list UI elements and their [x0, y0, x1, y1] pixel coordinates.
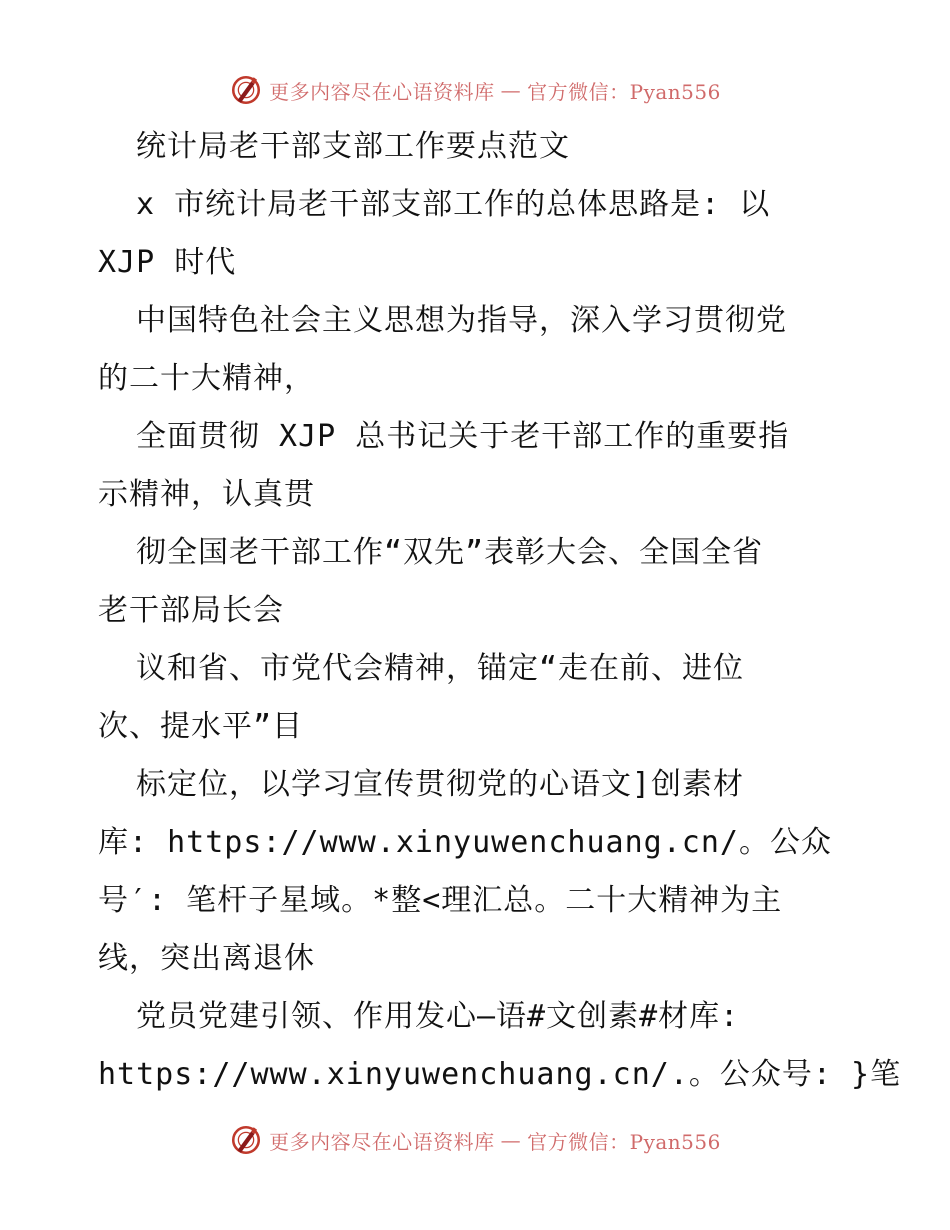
paragraph-line: 示精神，认真贯: [98, 477, 315, 512]
paragraph-line: 彻全国老干部工作“双先”表彰大会、全国全省: [136, 535, 764, 570]
paragraph-line: 次、提水平”目: [98, 709, 304, 744]
paragraph-line: 老干部局长会: [98, 593, 284, 628]
paragraph-line: 标定位，以学习宣传贯彻党的心语文]创素材: [136, 767, 745, 802]
banner-wechat-text: 官方微信：Pyan556: [527, 79, 721, 104]
banner-main-text: 更多内容尽在心语资料库: [269, 79, 495, 104]
paragraph-line: 议和省、市党代会精神，锚定“走在前、进位: [136, 651, 745, 686]
paragraph-line: 库: https://www.xinyuwenchuang.cn/。公众: [98, 825, 832, 860]
banner-dash: —: [500, 78, 522, 102]
paragraph-line: x 市统计局老干部支部工作的总体思路是: 以: [136, 187, 771, 222]
header-banner: [0, 70, 950, 110]
paragraph-line: 的二十大精神，: [98, 361, 315, 396]
paragraph-line: 中国特色社会主义思想为指导，深入学习贯彻党: [136, 303, 787, 338]
paragraph-line: 党员党建引领、作用发心—语#文创素#材库:: [136, 999, 740, 1034]
paragraph-line: 全面贯彻 XJP 总书记关于老干部工作的重要指: [136, 419, 790, 454]
paragraph-line: 线，突出离退休: [98, 941, 315, 976]
banner-main-text: 更多内容尽在心语资料库: [269, 1129, 495, 1154]
paragraph-line: XJP 时代: [98, 245, 237, 280]
pen-logo-icon: [229, 73, 263, 107]
paragraph-line: 号′: 笔杆子星域。*整<理汇总。二十大精神为主: [98, 883, 783, 918]
footer-banner: [0, 1120, 950, 1160]
banner-dash: —: [500, 1128, 522, 1152]
pen-logo-icon: [229, 1123, 263, 1157]
document-body: [98, 118, 902, 1104]
paragraph-line: https://www.xinyuwenchuang.cn/.。公众号: }笔: [98, 1057, 902, 1092]
banner-wechat-text: 官方微信：Pyan556: [527, 1129, 721, 1154]
document-title: 统计局老干部支部工作要点范文: [136, 129, 570, 164]
